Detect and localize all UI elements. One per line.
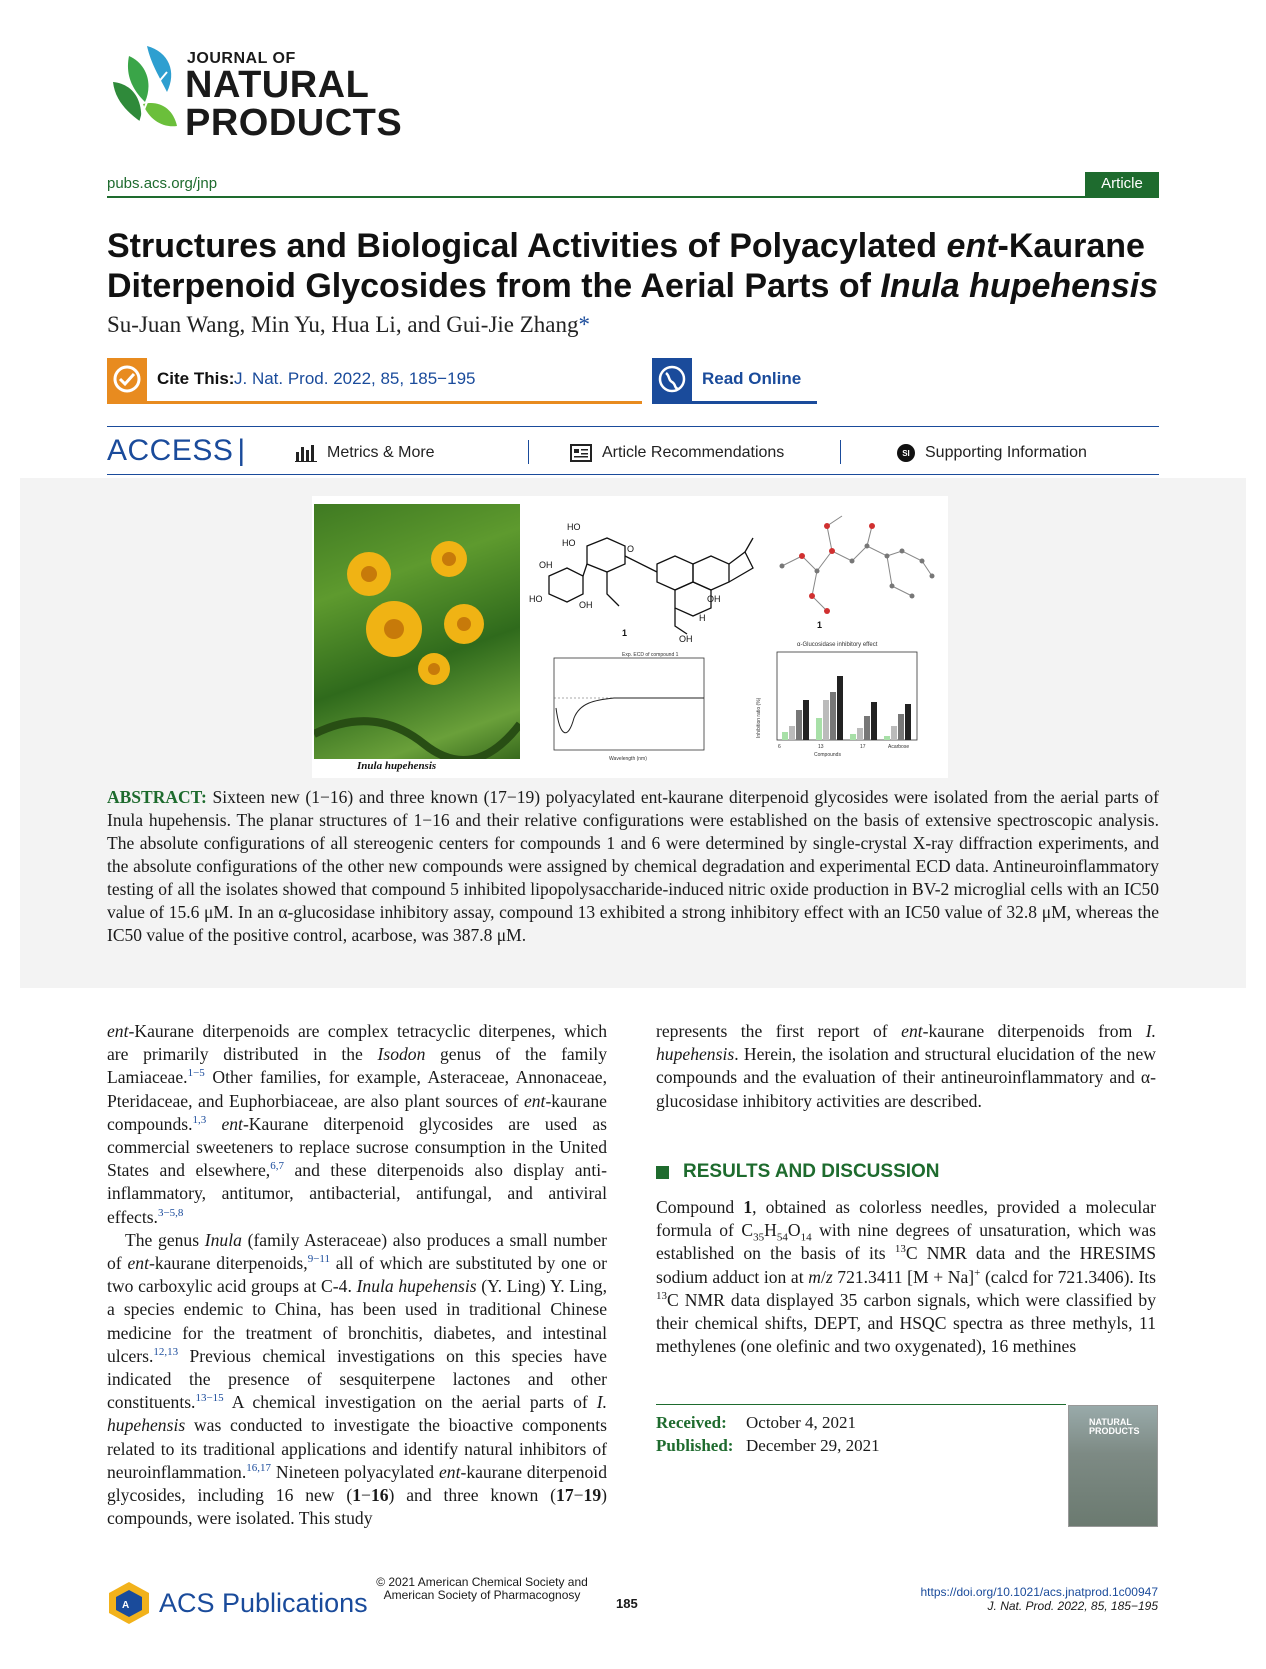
ecd-plot bbox=[534, 648, 714, 763]
svg-text:HO: HO bbox=[529, 594, 543, 604]
citation-link[interactable]: J. Nat. Prod. 2022, 85, 185−195 bbox=[234, 369, 476, 388]
access-separator bbox=[528, 440, 529, 464]
authors-text: Su-Juan Wang, Min Yu, Hua Li, and Gui-Jie Zhang bbox=[107, 312, 579, 337]
leaf-logo-icon bbox=[107, 42, 179, 142]
document-icon bbox=[570, 444, 592, 462]
bar-tick-6: 6 bbox=[778, 744, 781, 750]
bar-tick-17: 17 bbox=[860, 744, 866, 750]
bar-mark bbox=[782, 732, 788, 740]
doi-block bbox=[920, 1585, 1158, 1613]
section-heading bbox=[656, 1161, 940, 1183]
checkmark-icon bbox=[107, 358, 147, 401]
bar-mark bbox=[837, 676, 843, 740]
acs-publications-logo bbox=[107, 1580, 368, 1626]
logo-text-1: JOURNAL OF bbox=[187, 50, 296, 67]
compound-label: 1 bbox=[622, 628, 628, 638]
bar-mark bbox=[898, 714, 904, 740]
svg-text:OH: OH bbox=[539, 560, 553, 570]
published-date: Published: December 29, 2021 bbox=[656, 1436, 880, 1455]
cite-this-bar[interactable] bbox=[107, 358, 642, 404]
bar-mark bbox=[803, 700, 809, 740]
bar-chart-x-label: Compounds bbox=[814, 752, 841, 758]
access-bottom-rule bbox=[107, 474, 1159, 475]
access-label: ACCESS | bbox=[107, 434, 246, 467]
crystal-compound-label: 1 bbox=[817, 620, 823, 630]
svg-text:HO: HO bbox=[562, 538, 576, 548]
journal-logo bbox=[107, 42, 447, 152]
access-top-rule bbox=[107, 426, 1159, 427]
received-date: Received: October 4, 2021 bbox=[656, 1413, 857, 1432]
bar-mark bbox=[905, 704, 911, 740]
logo-text-2: NATURAL bbox=[185, 64, 370, 106]
copyright: © 2021 American Chemical Society and American Society of Pharmacognosy bbox=[376, 1575, 588, 1602]
acs-hexagon-icon bbox=[107, 1580, 151, 1626]
body-paragraph: The genus Inula (family Asteraceae) also produces a small number of ent-kaurane diterpenoids,$^{9-11}$ all of which are substituted by one or two carboxylic acid groups at C-4. Inula hupehensis (Y. Ling) Y. Ling, a species endemic to China, has been used in traditional Chinese medicine for the treatment of bronchitis, diabetes, and intestinal ulcers.$^{12,13}$ Previous chemical investigations on this species have indicated the presence of sesquiterpene lactones and other constituents.$^{13-15}$ A chemical investigation on the aerial parts of I. hupehensis was conducted to investigate the bioactive components related to its traditional applications and identify natural inhibitors of neuroinflammation.$^{16,17}$ Nineteen polyacylated ent-kaurane diterpenoid glycosides, including 16 new (1−16) and three known (17−19) compounds, were isolated. This study bbox=[107, 1229, 608, 1529]
recommendations-label: Article Recommendations bbox=[602, 444, 785, 461]
bar-chart-title: α-Glucosidase inhibitory effect bbox=[797, 642, 878, 648]
toc-graphic bbox=[312, 496, 948, 778]
body-column-right bbox=[656, 1020, 1156, 1113]
bar-mark bbox=[789, 726, 795, 740]
chemical-structure bbox=[527, 516, 757, 646]
crystal-structure bbox=[772, 506, 942, 636]
bar-tick-13: 13 bbox=[818, 744, 824, 750]
bar-mark bbox=[796, 710, 802, 740]
metrics-link[interactable] bbox=[295, 444, 435, 462]
results-paragraph bbox=[656, 1196, 1156, 1358]
bar-mark bbox=[830, 692, 836, 740]
bar-mark bbox=[891, 726, 897, 740]
body-paragraph: represents the first report of ent-kaurane diterpenoids from I. hupehensis. Herein, the isolation and structural elucidation of the new compounds and the evaluation of their antineuroinflammatory and α-glucosidase inhibitory activities are described. bbox=[656, 1021, 1157, 1111]
globe-icon bbox=[652, 358, 692, 401]
section-heading-text: RESULTS AND DISCUSSION bbox=[683, 1161, 940, 1182]
bar-mark bbox=[864, 716, 870, 740]
bar-mark bbox=[850, 734, 856, 740]
svg-text:OH: OH bbox=[679, 634, 693, 644]
abstract bbox=[107, 786, 1159, 947]
plant-photo bbox=[314, 504, 520, 759]
si-icon: SI bbox=[897, 444, 915, 462]
section-square-icon bbox=[656, 1166, 669, 1179]
bar-tick-acarbose: Acarbose bbox=[888, 744, 910, 750]
body-paragraph: ent-Kaurane diterpenoids are complex tetracyclic diterpenes, which are primarily distributed in the Isodon genus of the family Lamiaceae.$^{1-5}$ Other families, for example, Asteraceae, Annonaceae, Pteridaceae, and Euphorbiaceae, are also plant sources of ent-kaurane compounds.$^{1,3}$ ent-Kaurane diterpenoid glycosides are used as commercial sweeteners to replace sucrose consumption in the United States and elsewhere,$^{6,7}$ and these diterpenoids also display anti-inflammatory, antitumor, antibacterial, antifungal, and antiviral effects.$^{3-5,8}$ bbox=[107, 1021, 607, 1227]
logo-text-3: PRODUCTS bbox=[185, 102, 403, 144]
photo-caption: Inula hupehensis bbox=[357, 760, 437, 772]
bar-mark bbox=[857, 728, 863, 740]
svg-text:HO: HO bbox=[567, 522, 581, 532]
corresponding-author-mark[interactable]: * bbox=[578, 312, 590, 337]
body-paragraph: Compound 1, obtained as colorless needles, provided a molecular formula of $C_{35}H_{54}O_{14}$ with nine degrees of unsaturation, which was established on the basis of its $^{13}$C NMR data and the HRESIMS sodium adduct ion at m/z 721.3411 [M + Na]+ (calcd for 721.3406). Its $^{13}$C NMR data displayed 35 carbon signals, which were classified by their chemical shifts, DEPT, and HSQC spectra as three methyls, 11 methylenes (one olefinic and two oxygenated), 16 methines bbox=[656, 1197, 1156, 1357]
svg-text:OH: OH bbox=[707, 594, 721, 604]
svg-text:O: O bbox=[627, 544, 635, 554]
access-separator bbox=[840, 440, 841, 464]
read-online-button[interactable] bbox=[652, 358, 817, 404]
dates-rule bbox=[656, 1404, 1066, 1405]
bar-mark bbox=[871, 702, 877, 740]
read-online-label: Read Online bbox=[702, 369, 802, 388]
article-title: Structures and Biological Activities of Polyacylated ent-Kaurane Diterpenoid Glycosides from the Aerial Parts of Inula hupehensis bbox=[107, 227, 1159, 305]
publisher-name: ACS Publications bbox=[159, 1587, 368, 1618]
glucosidase-bar-chart bbox=[752, 638, 922, 763]
bar-chart-y-label: Inhibition ratio (%) bbox=[756, 697, 762, 738]
metrics-label: Metrics & More bbox=[327, 444, 435, 461]
supporting-info-link[interactable] bbox=[897, 444, 1087, 462]
ecd-legend: Exp. ECD of compound 1 bbox=[622, 652, 679, 658]
supporting-info-label: Supporting Information bbox=[925, 444, 1087, 461]
svg-text:OH: OH bbox=[579, 600, 593, 610]
journal-cover-thumbnail[interactable] bbox=[1068, 1405, 1158, 1527]
svg-text:H: H bbox=[699, 613, 706, 623]
article-type-badge: Article bbox=[1085, 172, 1159, 196]
cover-title: NATURAL PRODUCTS bbox=[1089, 1417, 1140, 1436]
recommendations-link[interactable] bbox=[570, 444, 784, 462]
journal-site-link[interactable]: pubs.acs.org/jnp bbox=[107, 175, 218, 192]
abstract-text: Sixteen new (1−16) and three known (17−19) polyacylated ent-kaurane diterpenoid glycosides were isolated from the aerial parts of Inula hupehensis. The planar structures of 1−16 and their relative configurations were established on the basis of extensive spectroscopic analysis. The absolute configurations of all stereogenic centers for compounds 1 and 6 were determined by single-crystal X-ray diffraction experiments, and the absolute configurations of the other new compounds were assigned by chemical degradation and experimental ECD data. Antineuroinflammatory testing of all the isolates showed that compound 5 inhibited lipopolysaccharide-induced nitric oxide production in BV-2 microglial cells with an IC50 value of 15.6 μM. In an α-glucosidase inhibitory assay, compound 13 exhibited a strong inhibitory effect with an IC50 value of 32.8 μM, whereas the IC50 value of the positive control, acarbose, was 387.8 μM. bbox=[107, 787, 1159, 945]
abstract-heading: ABSTRACT: bbox=[107, 787, 207, 807]
cite-label: Cite This: bbox=[157, 369, 235, 388]
ecd-x-label: Wavelength (nm) bbox=[609, 756, 647, 762]
page-number: 185 bbox=[616, 1596, 638, 1611]
doi-link[interactable]: https://doi.org/10.1021/acs.jnatprod.1c00947 bbox=[920, 1585, 1158, 1599]
svg-text:A: A bbox=[122, 1600, 130, 1611]
author-list bbox=[107, 312, 590, 338]
footer-citation: J. Nat. Prod. 2022, 85, 185−195 bbox=[987, 1599, 1158, 1613]
bar-mark bbox=[884, 736, 890, 740]
header-rule bbox=[107, 196, 1159, 198]
body-column-left bbox=[107, 1020, 607, 1530]
bar-mark bbox=[823, 700, 829, 740]
bar-chart-icon bbox=[295, 444, 317, 462]
bar-mark bbox=[816, 718, 822, 740]
